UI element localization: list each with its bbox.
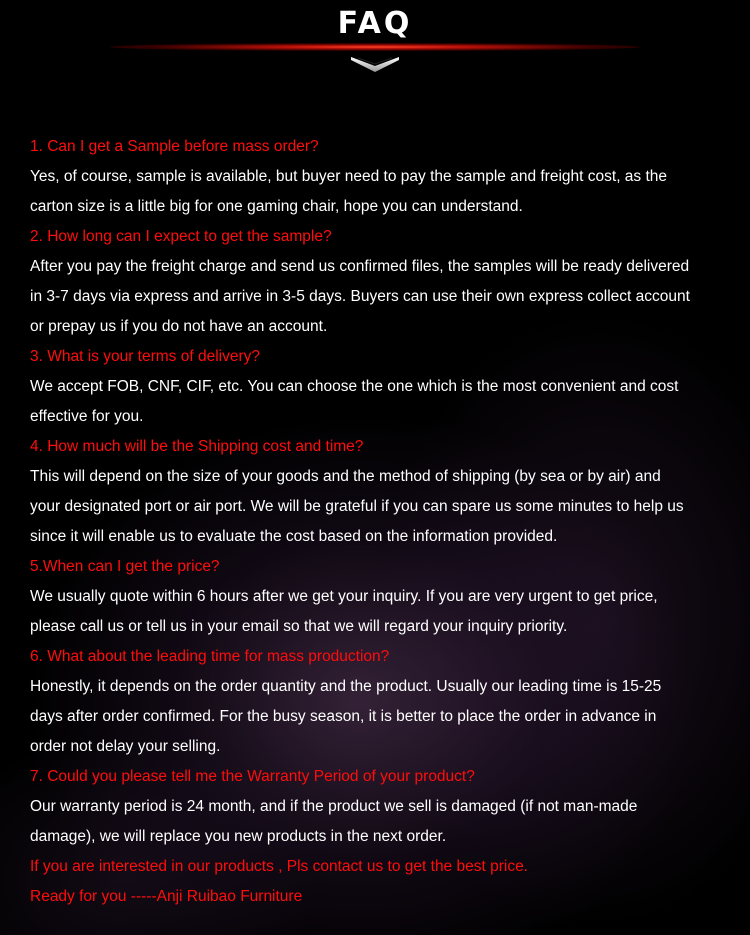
faq-answer-line: please call us or tell us in your email so that we will regard your inquiry priority. — [30, 618, 568, 635]
faq-answer-line: damage), we will replace you new products in the next order. — [30, 828, 447, 845]
faq-answer-line: We usually quote within 6 hours after we get your inquiry. If you are very urgent to get price, — [30, 588, 658, 605]
faq-answer-line: After you pay the freight charge and send us confirmed files, the samples will be ready delivered — [30, 258, 690, 275]
faq-item — [30, 762, 730, 852]
faq-question: 6. What about the leading time for mass production? — [30, 648, 390, 665]
faq-answer-line: Honestly, it depends on the order quantity and the product. Usually our leading time is 15-25 — [30, 678, 662, 695]
chevron-down-icon — [350, 54, 400, 74]
faq-header — [0, 0, 750, 90]
faq-question: 4. How much will be the Shipping cost and time? — [30, 438, 364, 455]
faq-question: 3. What is your terms of delivery? — [30, 348, 260, 365]
faq-answer-line: effective for you. — [30, 408, 144, 425]
faq-answer-line: Yes, of course, sample is available, but buyer need to pay the sample and freight cost, as the — [30, 168, 668, 185]
faq-question: 1. Can I get a Sample before mass order? — [30, 138, 319, 155]
faq-question: 7. Could you please tell me the Warranty Period of your product? — [30, 768, 475, 785]
faq-content — [30, 132, 730, 912]
faq-answer-line: in 3-7 days via express and arrive in 3-5 days. Buyers can use their own express collect account — [30, 288, 690, 305]
faq-item — [30, 132, 730, 222]
faq-answer-line: Our warranty period is 24 month, and if the product we sell is damaged (if not man-made — [30, 798, 638, 815]
faq-answer-line: since it will enable us to evaluate the cost based on the information provided. — [30, 528, 558, 545]
faq-item — [30, 222, 730, 342]
contact-note: If you are interested in our products , Pls contact us to get the best price. — [30, 858, 528, 875]
company-signature: Ready for you -----Anji Ruibao Furniture — [30, 888, 303, 905]
faq-item — [30, 432, 730, 552]
faq-question: 5.When can I get the price? — [30, 558, 220, 575]
faq-answer-line: This will depend on the size of your goods and the method of shipping (by sea or by air) and — [30, 468, 661, 485]
faq-item — [30, 342, 730, 432]
faq-answer-line: order not delay your selling. — [30, 738, 221, 755]
faq-answer-line: or prepay us if you do not have an account. — [30, 318, 328, 335]
faq-answer-line: days after order confirmed. For the busy season, it is better to place the order in advance in — [30, 708, 657, 725]
faq-answer-line: carton size is a little big for one gaming chair, hope you can understand. — [30, 198, 523, 215]
faq-answer-line: your designated port or air port. We will be grateful if you can spare us some minutes to help us — [30, 498, 684, 515]
faq-item — [30, 552, 730, 642]
page-title: FAQ — [337, 6, 413, 41]
faq-question: 2. How long can I expect to get the sample? — [30, 228, 332, 245]
faq-item — [30, 642, 730, 762]
title-glow-divider — [110, 43, 640, 51]
faq-answer-line: We accept FOB, CNF, CIF, etc. You can choose the one which is the most convenient and cost — [30, 378, 679, 395]
